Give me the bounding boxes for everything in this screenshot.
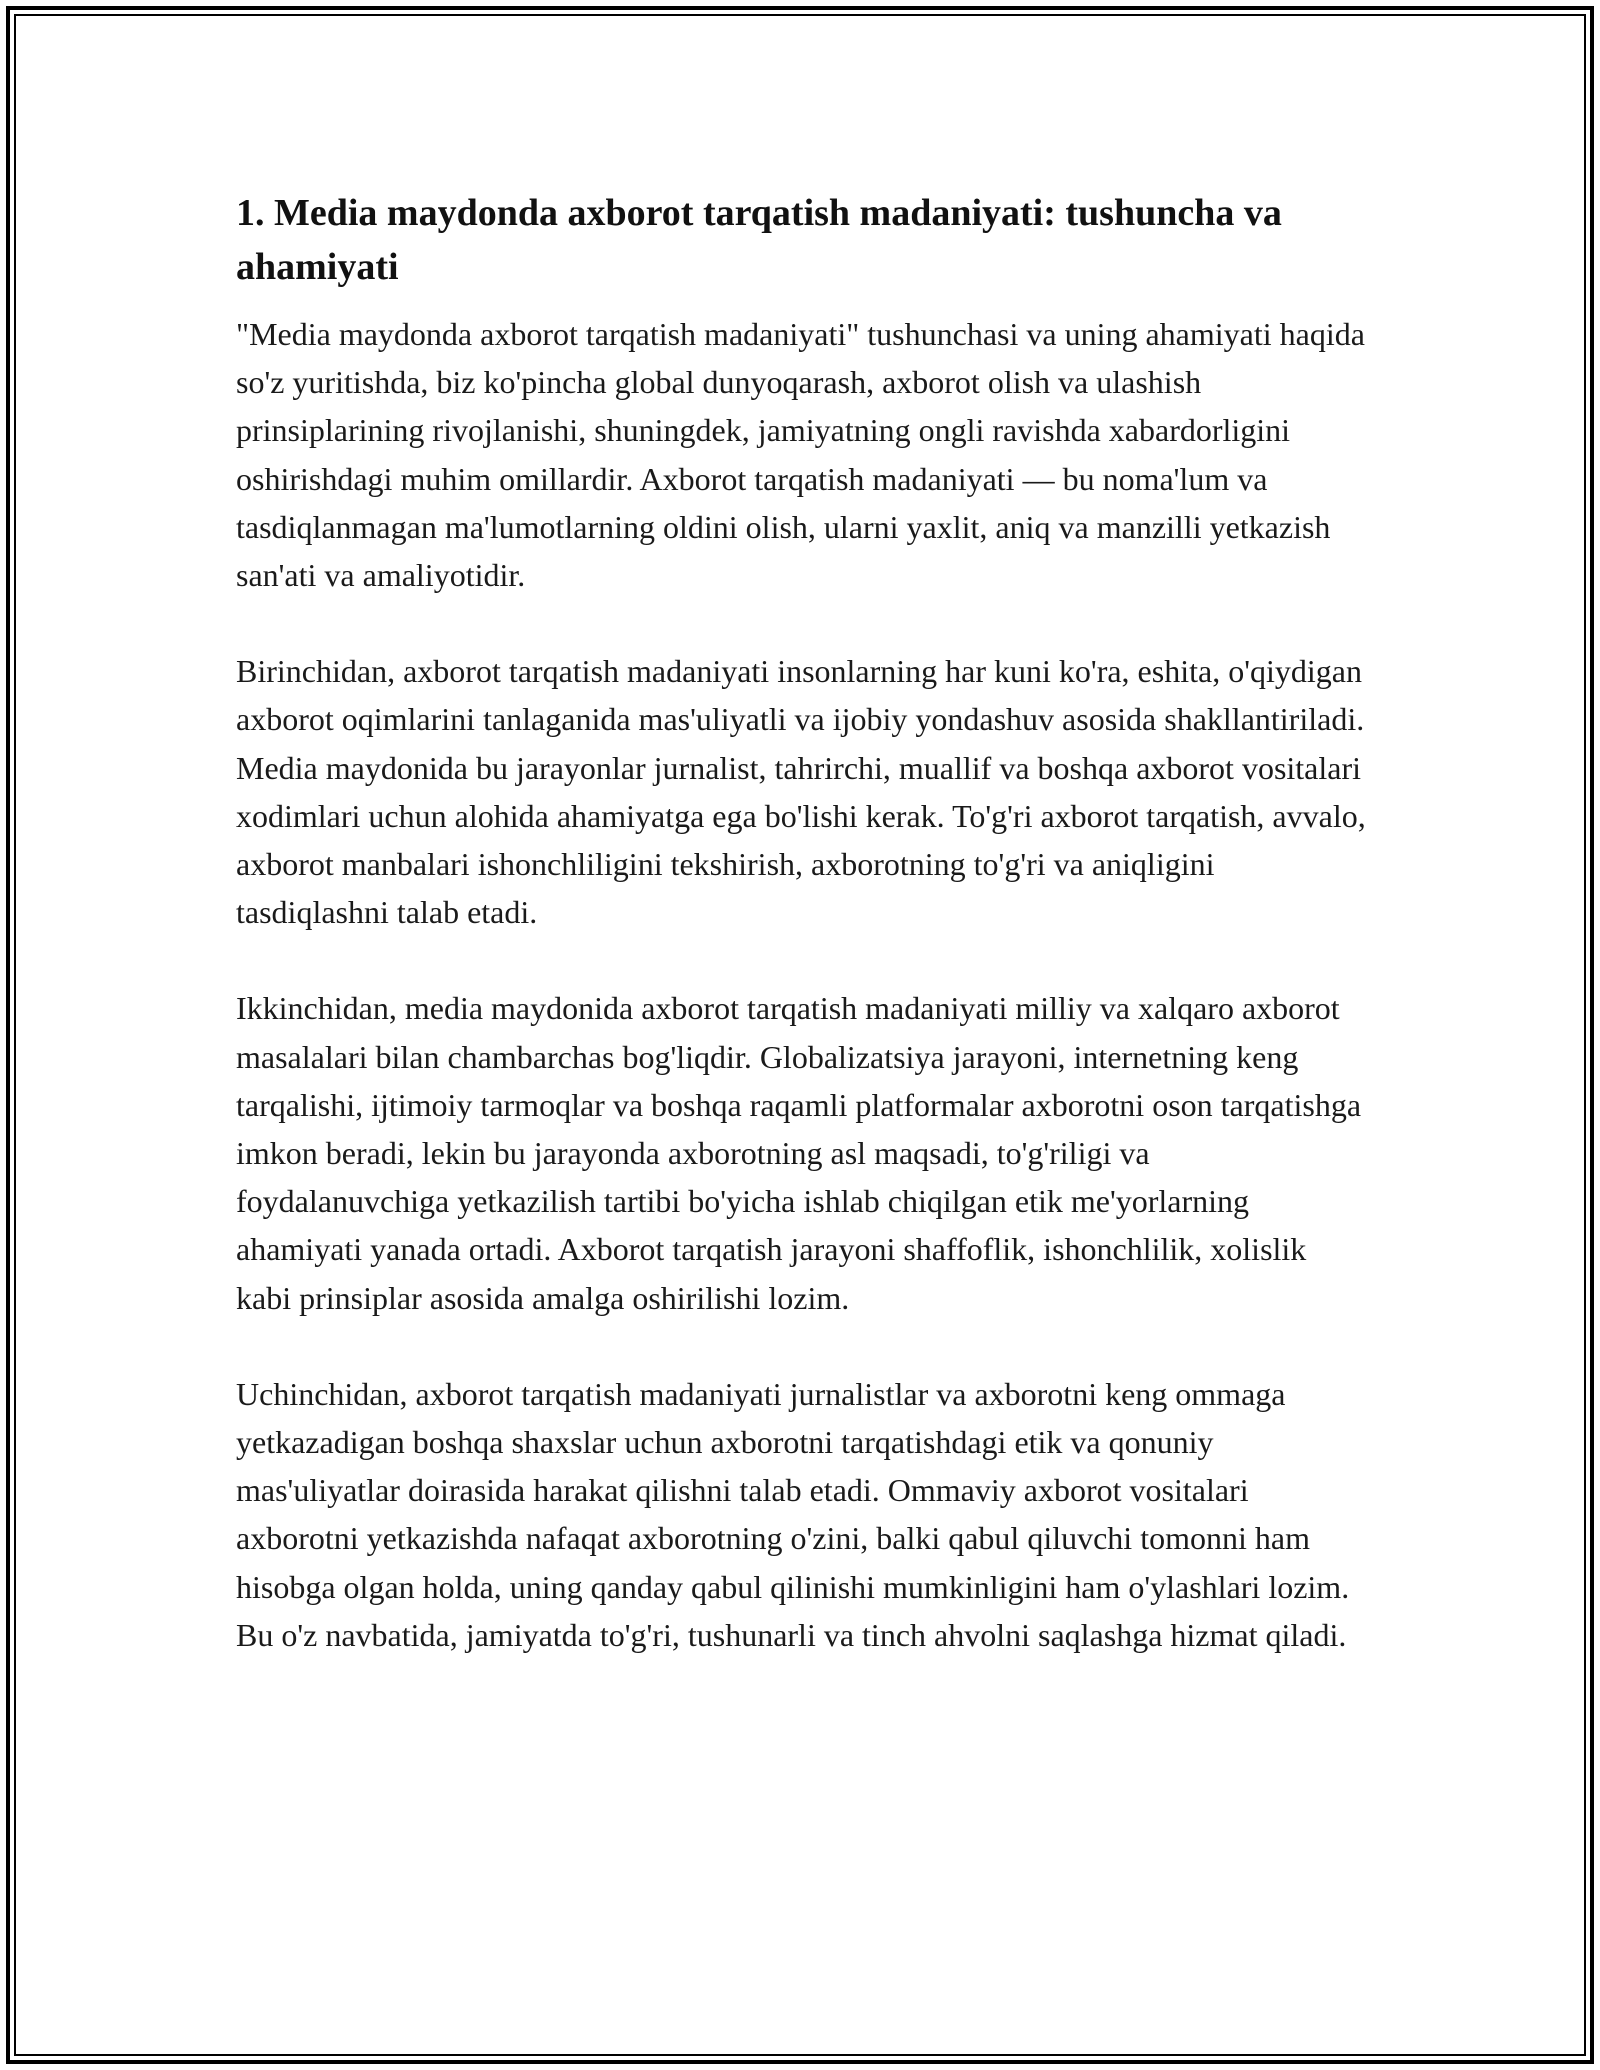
paragraph-intro: "Media maydonda axborot tarqatish madaniyati" tushunchasi va uning ahamiyati haqida so'z yuritishda, biz ko'pincha global dunyoqarash, axborot olish va ulashish prinsiplarining rivojlanishi, shuningdek, jamiyatning ongli ravishda xabardorligini oshirishdagi muhim omillardir. Axborot tarqatish madaniyati — bu noma'lum va tasdiqlanmagan ma'lumotlarning oldini olish, ularni yaxlit, aniq va manzilli yetkazish san'ati va amaliyotidir. [236,316,1365,594]
paragraph-first: Birinchidan, axborot tarqatish madaniyati insonlarning har kuni ko'ra, eshita, o'qiydigan axborot oqimlarini tanlaganida mas'uliyatli va ijobiy yondashuv asosida shakllantiriladi. Media maydonida bu jarayonlar jurnalist, tahrirchi, muallif va boshqa axborot vositalari xodimlari uchun alohida ahamiyatga ega bo'lishi kerak. To'g'ri axborot tarqatish, avvalo, axborot manbalari ishonchliligini tekshirish, axborotning to'g'ri va aniqligini tasdiqlashni talab etadi. [236,653,1366,931]
paragraph-third: Uchinchidan, axborot tarqatish madaniyati jurnalistlar va axborotni keng ommaga yetkazadigan boshqa shaxslar uchun axborotni tarqatishdagi etik va qonuniy mas'uliyatlar doirasida harakat qilishni talab etadi. Ommaviy axborot vositalari axborotni yetkazishda nafaqat axborotning o'zini, balki qabul qiluvchi tomonni ham hisobga olgan holda, uning qanday qabul qilinishi mumkinligini ham o'ylashlari lozim. Bu o'z navbatida, jamiyatda to'g'ri, tushunarli va tinch ahvolni saqlashga hizmat qiladi. [236,1375,1350,1653]
document-body [236,186,1366,1707]
section-heading: 1. Media maydonda axborot tarqatish madaniyati: tushuncha va ahamiyati [236,192,1282,288]
paragraph-second: Ikkinchidan, media maydonida axborot tarqatish madaniyati milliy va xalqaro axborot masalalari bilan chambarchas bog'liqdir. Globalizatsiya jarayoni, internetning keng tarqalishi, ijtimoiy tarmoqlar va boshqa raqamli platformalar axborotni oson tarqatishga imkon beradi, lekin bu jarayonda axborotning asl maqsadi, to'g'riligi va foydalanuvchiga yetkazilish tartibi bo'yicha ishlab chiqilgan etik me'yorlarning ahamiyati yanada ortadi. Axborot tarqatish jarayoni shaffoflik, ishonchlilik, xolislik kabi prinsiplar asosida amalga oshirilishi lozim. [236,990,1362,1316]
